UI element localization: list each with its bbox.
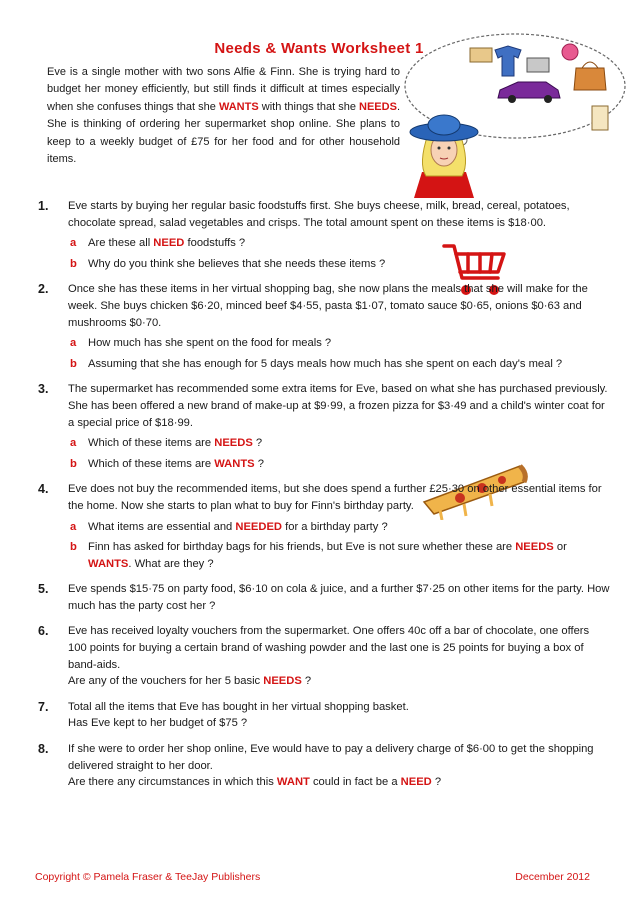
question-number: 8. [38,742,49,757]
sub-question-text: Why do you think she believes that she needs these items ? [88,257,386,270]
woman-thinking-icon [408,112,480,198]
question-number: 1. [38,199,49,213]
sub-question-a [68,335,610,352]
sub-question-text: Assuming that she has enough for 5 days meals how much has she spent on each day's meal ? [88,357,563,370]
question-text: The supermarket has recommended some extra items for Eve, based on what she has purchased previously. She has been offered a new brand of make-up at $9·99, a frozen pizza for $3·49 and a child's winter coat for a special price of $18·99. [68,383,608,429]
question-followup [68,774,610,791]
sandwich-icon [470,48,492,62]
question-followup [68,715,610,732]
sub-question-text-end: for a birthday party ? [282,520,388,533]
question-4 [0,481,638,572]
question-8 [0,741,638,791]
question-text: Eve does not buy the recommended items, but she does spend a further £25·30 on other essential items for the home. Now she starts to plan what to buy for Finn's birthday party. [68,483,602,512]
question-3 [0,381,638,472]
sub-question-letter: b [70,541,77,554]
question-followup [68,673,610,690]
sub-question-text: Finn has asked for birthday bags for his friends, but Eve is not sure whether these are [88,541,516,554]
sub-question-letter: a [70,520,77,533]
question-number: 3. [38,382,49,397]
sub-question-text-mid: or [553,541,567,554]
followup-highlight: NEEDS [263,675,302,688]
question-text: Eve starts by buying her regular basic foodstuffs first. She buys cheese, milk, bread, cereal, potatoes, chocolate spread, salad vegetables and crisps. The total amount spent on these items is $18·00. [68,200,570,229]
sub-question-text-end: foodstuffs ? [184,237,246,250]
followup-text-mid: could in fact be a [309,776,401,789]
juice-box-icon [592,106,608,130]
sub-question-text: What items are essential and [88,520,236,533]
question-text: Total all the items that Eve has bought in her virtual shopping basket. [68,700,409,713]
sub-question-text: Are these all [88,237,154,250]
sub-question-highlight: NEEDS [214,437,253,450]
sub-question-b [68,539,610,572]
sub-question-highlight: NEED [153,237,185,250]
question-6 [0,623,638,689]
sub-question-b [68,456,610,473]
question-5 [0,581,638,614]
sub-question-letter: b [70,357,77,370]
intro-wants: WANTS [218,100,259,113]
followup-text-end: ? [431,776,442,789]
sub-question-highlight: NEEDED [235,520,282,533]
question-2 [0,281,638,372]
sub-question-text: Which of these items are [88,457,215,470]
footer-copyright: Copyright © Pamela Fraser & TeeJay Publishers [35,871,261,883]
intro-text-2: with things that she [258,100,360,113]
sub-question-letter: b [70,257,77,270]
sub-question-letter: a [70,337,77,350]
sub-question-letter: a [70,437,77,450]
followup-text: Has Eve kept to her budget of $75 ? [68,717,248,730]
sub-question-text-end: ? [252,437,263,450]
sub-question-b [68,256,610,273]
sub-question-text: How much has she spent on the food for meals ? [88,337,332,350]
question-text: Eve spends $15·75 on party food, $6·10 on cola & juice, and a further $7·25 on other items for the party. How much has the party cost her ? [68,583,610,612]
sub-question-a [68,519,610,536]
sub-question-highlight: WANTS [214,457,255,470]
question-number: 6. [38,624,49,639]
sweets-icon [562,44,578,60]
worksheet-title: Needs & Wants Worksheet 1 [214,40,424,57]
sub-question-text: Which of these items are [88,437,215,450]
intro-text-1: Eve is a single mother with two sons Alfie & Finn. She is trying hard to budget her money efficiently, but still finds it difficult at times especially when she confuses things that she [47,66,400,113]
sub-question-letter: a [70,237,77,250]
questions-list [0,198,638,791]
question-number: 5. [38,582,49,597]
followup-highlight: WANT [276,776,310,789]
intro-needs: NEEDS [359,100,397,113]
sub-question-highlight: NEEDS [515,541,554,554]
sub-question-b [68,356,610,373]
sub-question-letter: b [70,457,77,470]
phone-icon [527,58,549,72]
followup-highlight-2: NEED [400,776,432,789]
sub-question-text-end: . What are they ? [128,557,214,570]
intro-paragraph [47,64,400,168]
question-number: 4. [38,482,49,497]
question-text: Once she has these items in her virtual shopping bag, she now plans the meals that she will make for the week. She buys chicken $6·20, minced beef $4·55, pasta $1·07, tomato sauce $0·65, onions $0·63 and mushrooms $0·70. [68,283,588,329]
question-number: 7. [38,699,49,714]
footer-date: December 2012 [515,871,590,883]
followup-text: Are any of the vouchers for her 5 basic [68,675,264,688]
sub-question-text-end: ? [254,457,264,470]
question-text: If she were to order her shop online, Eve would have to pay a delivery charge of $6·00 to get the shopping delivered straight to her door. [68,743,594,772]
intro-text-3: . She is thinking of ordering her supermarket shop online. She plans to keep to a weekly budget of £75 for her food and for other household items. [47,100,400,166]
sub-question-a [68,435,610,452]
question-number: 2. [38,282,49,297]
followup-text-end: ? [301,675,312,688]
sub-question-a [68,235,610,252]
sub-question-highlight-2: WANTS [88,557,129,570]
question-1 [0,198,638,272]
followup-text: Are there any circumstances in which this [68,776,277,789]
question-text: Eve has received loyalty vouchers from the supermarket. One offers 40c off a bar of chocolate, one offers 100 points for buying a certain brand of washing powder and the last one is 25 points for buying a box of band-aids. [68,625,590,671]
question-7 [0,699,638,732]
